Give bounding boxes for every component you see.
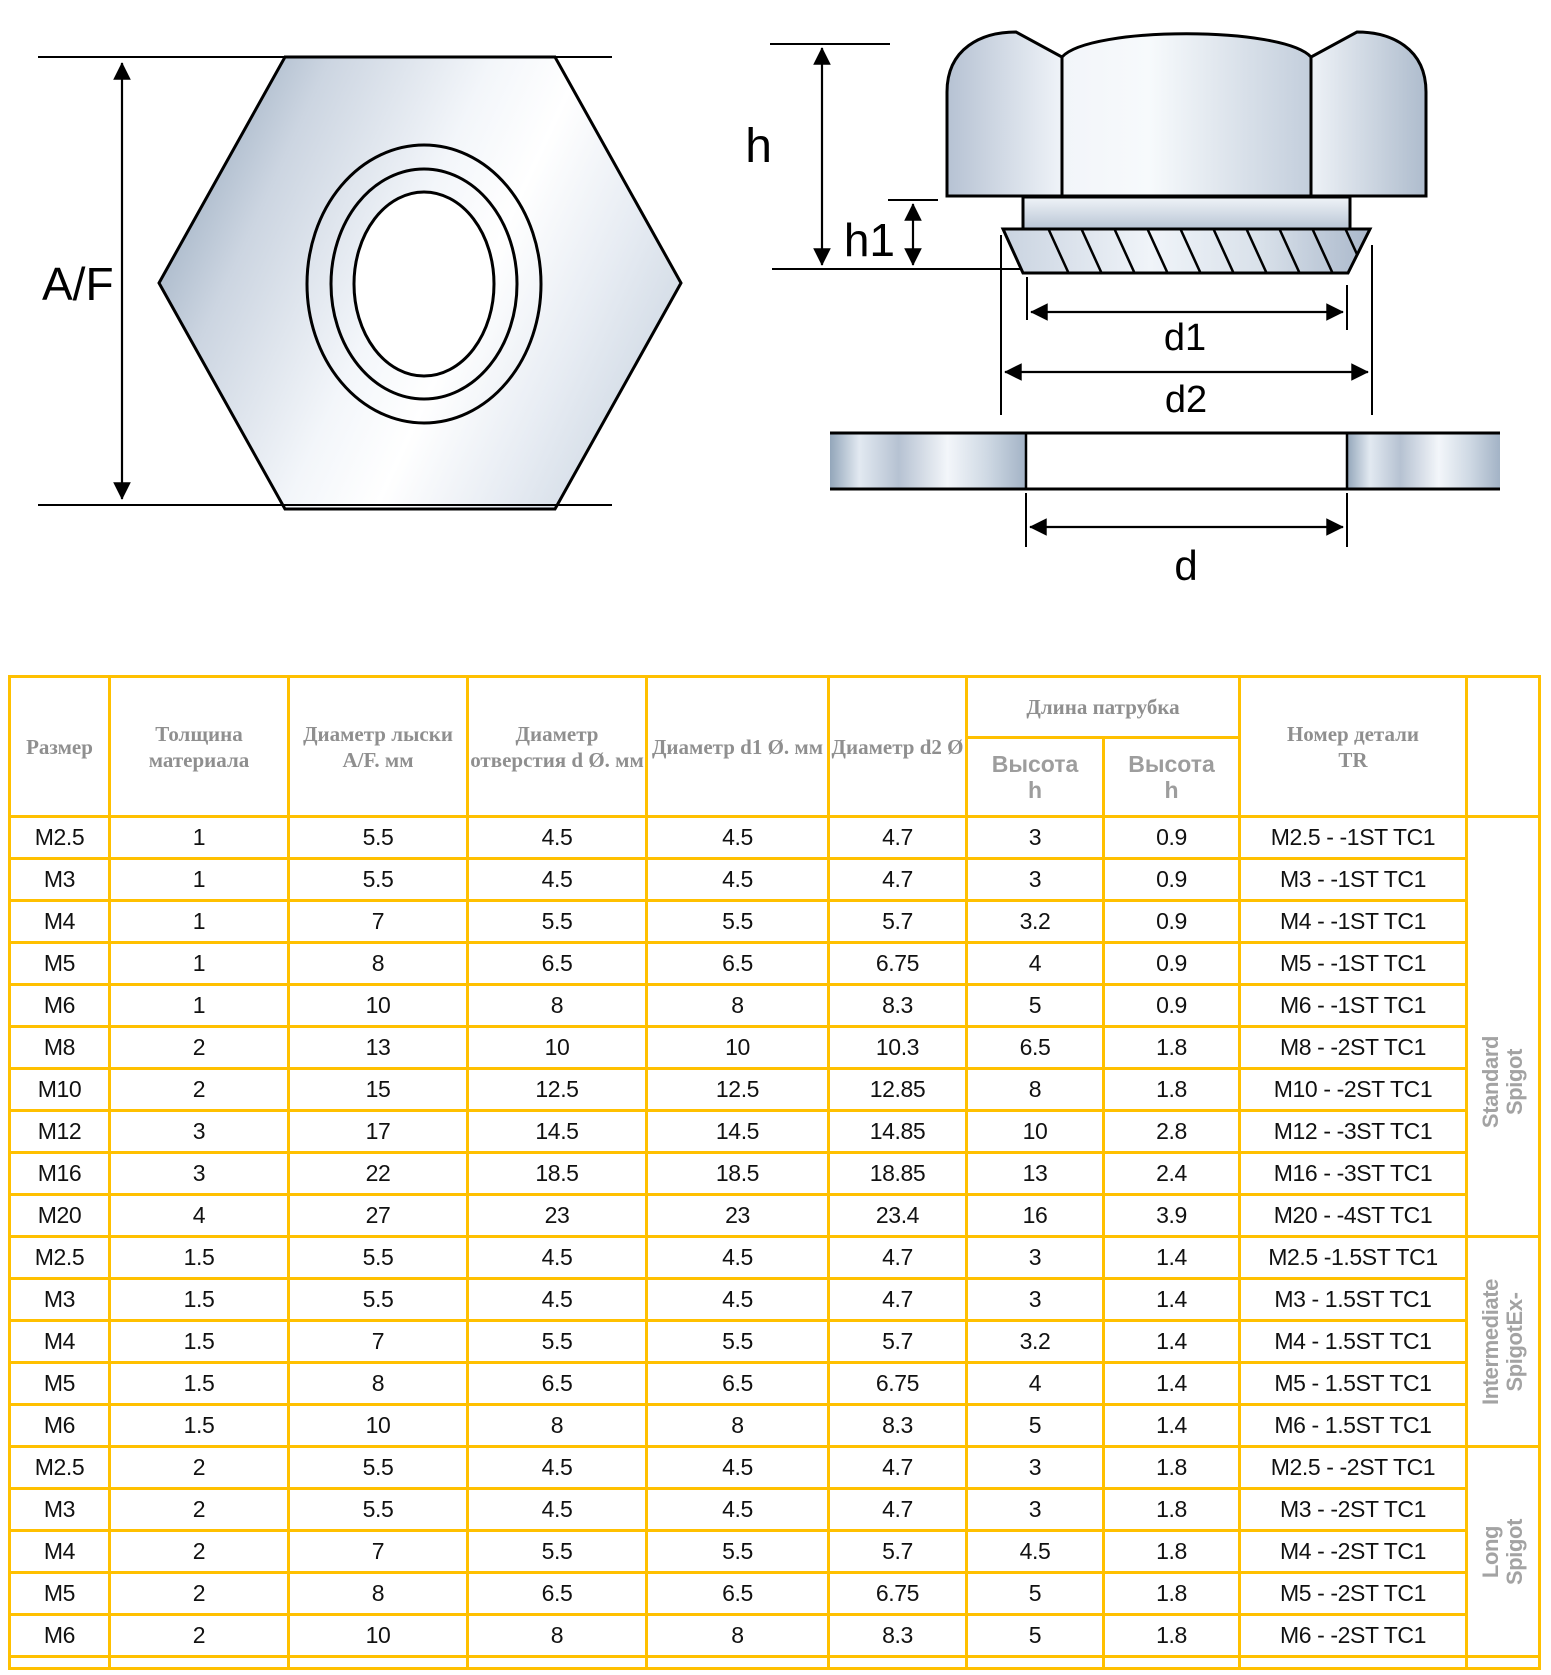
cell-size: M4 bbox=[10, 901, 110, 943]
cell-d1: 8 bbox=[647, 1405, 829, 1447]
cell-af: 5.5 bbox=[289, 859, 468, 901]
cell-d2: 5.7 bbox=[829, 1531, 967, 1573]
cell-size: M5 bbox=[10, 943, 110, 985]
cell-part: M12 - -3ST TC1 bbox=[1240, 1111, 1467, 1153]
cell-size: M6 bbox=[10, 985, 110, 1027]
header-thickness: Толщина материала bbox=[110, 677, 289, 817]
table-row bbox=[10, 1363, 1540, 1405]
cell-size: M3 bbox=[10, 859, 110, 901]
cell-d2: 4.7 bbox=[829, 1279, 967, 1321]
cell-d1: 4.5 bbox=[647, 1279, 829, 1321]
cell-h: 5 bbox=[967, 1615, 1104, 1657]
table-row bbox=[10, 1279, 1540, 1321]
cell-part: M5 - -1ST TC1 bbox=[1240, 943, 1467, 985]
cell-af: 17 bbox=[289, 1111, 468, 1153]
cell-af: 10 bbox=[289, 1615, 468, 1657]
spigot-collar bbox=[1023, 197, 1350, 229]
section-label-text: Long Spigot bbox=[1478, 1518, 1527, 1585]
cell-d1: 10 bbox=[647, 1027, 829, 1069]
cell-thickness: 2 bbox=[110, 1573, 289, 1615]
cell-h1: 1.8 bbox=[1104, 1027, 1240, 1069]
strip-cell bbox=[110, 1657, 289, 1669]
section-label-long-spigot bbox=[1467, 1447, 1540, 1657]
cell-h1: 1.4 bbox=[1104, 1363, 1240, 1405]
cell-h: 3 bbox=[967, 817, 1104, 859]
strip-cell bbox=[1240, 1657, 1467, 1669]
cell-af: 5.5 bbox=[289, 1279, 468, 1321]
cell-d1: 6.5 bbox=[647, 1573, 829, 1615]
cell-af: 15 bbox=[289, 1069, 468, 1111]
cell-d1: 8 bbox=[647, 985, 829, 1027]
cell-thickness: 1 bbox=[110, 817, 289, 859]
cell-d: 10 bbox=[468, 1027, 647, 1069]
cell-d2: 4.7 bbox=[829, 859, 967, 901]
cell-part: M2.5 - -1ST TC1 bbox=[1240, 817, 1467, 859]
strip-cell bbox=[1104, 1657, 1240, 1669]
cell-part: M3 - -1ST TC1 bbox=[1240, 859, 1467, 901]
cell-af: 8 bbox=[289, 943, 468, 985]
cell-thickness: 3 bbox=[110, 1153, 289, 1195]
cell-part: M5 - 1.5ST TC1 bbox=[1240, 1363, 1467, 1405]
d1-label: d1 bbox=[1163, 317, 1207, 359]
cell-af: 5.5 bbox=[289, 1489, 468, 1531]
cell-d2: 6.75 bbox=[829, 1363, 967, 1405]
cell-h1: 1.4 bbox=[1104, 1237, 1240, 1279]
cell-af: 7 bbox=[289, 1531, 468, 1573]
nut-facet-middle bbox=[1062, 34, 1311, 196]
cell-d: 6.5 bbox=[468, 1363, 647, 1405]
cell-part: M4 - 1.5ST TC1 bbox=[1240, 1321, 1467, 1363]
cell-size: M6 bbox=[10, 1615, 110, 1657]
cell-d: 5.5 bbox=[468, 901, 647, 943]
strip-cell bbox=[289, 1657, 468, 1669]
header-size: Размер bbox=[10, 677, 110, 817]
sheet-right-block bbox=[1347, 435, 1500, 488]
cell-h: 3 bbox=[967, 1237, 1104, 1279]
cell-d1: 8 bbox=[647, 1615, 829, 1657]
nut-facet-right bbox=[1311, 32, 1426, 196]
cell-thickness: 1.5 bbox=[110, 1363, 289, 1405]
cell-h1: 0.9 bbox=[1104, 901, 1240, 943]
cell-d: 14.5 bbox=[468, 1111, 647, 1153]
cell-d2: 8.3 bbox=[829, 1615, 967, 1657]
cell-h: 3.2 bbox=[967, 901, 1104, 943]
cell-h1: 0.9 bbox=[1104, 985, 1240, 1027]
cell-af: 10 bbox=[289, 985, 468, 1027]
cell-d: 8 bbox=[468, 985, 647, 1027]
cell-h1: 0.9 bbox=[1104, 859, 1240, 901]
table-row bbox=[10, 985, 1540, 1027]
table-row bbox=[10, 1111, 1540, 1153]
cell-d1: 4.5 bbox=[647, 1489, 829, 1531]
cell-h1: 1.8 bbox=[1104, 1615, 1240, 1657]
cell-h1: 0.9 bbox=[1104, 943, 1240, 985]
d2-label: d2 bbox=[1164, 379, 1208, 421]
cell-h1: 1.4 bbox=[1104, 1405, 1240, 1447]
table-row bbox=[10, 1321, 1540, 1363]
cell-d2: 5.7 bbox=[829, 901, 967, 943]
cell-d1: 18.5 bbox=[647, 1153, 829, 1195]
cell-thickness: 2 bbox=[110, 1069, 289, 1111]
cell-size: M2.5 bbox=[10, 1447, 110, 1489]
cell-h: 3 bbox=[967, 1279, 1104, 1321]
cell-h1: 1.8 bbox=[1104, 1573, 1240, 1615]
cell-d: 4.5 bbox=[468, 1489, 647, 1531]
cell-d2: 4.7 bbox=[829, 817, 967, 859]
cell-d1: 23 bbox=[647, 1195, 829, 1237]
cell-h: 3.2 bbox=[967, 1321, 1104, 1363]
d-label: d bbox=[1174, 542, 1198, 589]
cell-d2: 8.3 bbox=[829, 985, 967, 1027]
table-row bbox=[10, 1573, 1540, 1615]
strip-cell bbox=[829, 1657, 967, 1669]
cell-h1: 2.4 bbox=[1104, 1153, 1240, 1195]
cell-d2: 5.7 bbox=[829, 1321, 967, 1363]
cell-h1: 3.9 bbox=[1104, 1195, 1240, 1237]
spec-table-body bbox=[10, 817, 1540, 1669]
table-row bbox=[10, 901, 1540, 943]
cell-size: M2.5 bbox=[10, 817, 110, 859]
cell-d2: 12.85 bbox=[829, 1069, 967, 1111]
section-label-intermediate-spigotex- bbox=[1467, 1237, 1540, 1447]
cell-d: 5.5 bbox=[468, 1531, 647, 1573]
header-af-flat: Диаметр лыски A/F. мм bbox=[289, 677, 468, 817]
thread-hole bbox=[354, 192, 494, 376]
cell-part: M8 - -2ST TC1 bbox=[1240, 1027, 1467, 1069]
cell-h: 3 bbox=[967, 1447, 1104, 1489]
cell-af: 27 bbox=[289, 1195, 468, 1237]
strip-cell bbox=[647, 1657, 829, 1669]
table-row bbox=[10, 1153, 1540, 1195]
header-spigot-type bbox=[1467, 677, 1540, 817]
cell-thickness: 1 bbox=[110, 901, 289, 943]
cell-h: 6.5 bbox=[967, 1027, 1104, 1069]
cell-thickness: 1 bbox=[110, 859, 289, 901]
cell-d1: 4.5 bbox=[647, 1237, 829, 1279]
section-label-text: Standard Spigot bbox=[1478, 1035, 1527, 1128]
cell-h: 5 bbox=[967, 985, 1104, 1027]
cell-d2: 23.4 bbox=[829, 1195, 967, 1237]
cell-d1: 6.5 bbox=[647, 943, 829, 985]
cell-d2: 8.3 bbox=[829, 1405, 967, 1447]
table-bottom-strip bbox=[10, 1657, 1540, 1669]
cell-d2: 18.85 bbox=[829, 1153, 967, 1195]
cell-d2: 10.3 bbox=[829, 1027, 967, 1069]
cell-h1: 1.8 bbox=[1104, 1069, 1240, 1111]
cell-h1: 0.9 bbox=[1104, 817, 1240, 859]
cell-d: 6.5 bbox=[468, 943, 647, 985]
cell-d1: 4.5 bbox=[647, 859, 829, 901]
cell-part: M3 - -2ST TC1 bbox=[1240, 1489, 1467, 1531]
h1-dimension bbox=[888, 200, 938, 265]
header-part-number-line2: TR bbox=[1338, 747, 1368, 772]
cell-af: 7 bbox=[289, 1321, 468, 1363]
spec-table bbox=[8, 675, 1541, 1670]
cell-h: 5 bbox=[967, 1405, 1104, 1447]
table-row bbox=[10, 1069, 1540, 1111]
cell-size: M3 bbox=[10, 1279, 110, 1321]
h-label: h bbox=[745, 120, 772, 173]
cell-thickness: 1.5 bbox=[110, 1321, 289, 1363]
section-label-text: Intermediate SpigotEx- bbox=[1478, 1278, 1527, 1405]
table-row bbox=[10, 1237, 1540, 1279]
cell-d: 8 bbox=[468, 1405, 647, 1447]
cell-d2: 14.85 bbox=[829, 1111, 967, 1153]
technical-drawing bbox=[0, 0, 1551, 650]
strip-cell bbox=[967, 1657, 1104, 1669]
cell-part: M4 - -1ST TC1 bbox=[1240, 901, 1467, 943]
cell-h1: 1.8 bbox=[1104, 1489, 1240, 1531]
strip-cell bbox=[10, 1657, 110, 1669]
cell-size: M6 bbox=[10, 1405, 110, 1447]
cell-part: M3 - 1.5ST TC1 bbox=[1240, 1279, 1467, 1321]
cell-size: M10 bbox=[10, 1069, 110, 1111]
cell-thickness: 2 bbox=[110, 1489, 289, 1531]
cell-d: 12.5 bbox=[468, 1069, 647, 1111]
cell-d1: 6.5 bbox=[647, 1363, 829, 1405]
nut-facet-left bbox=[947, 32, 1062, 196]
table-row bbox=[10, 1489, 1540, 1531]
cell-d: 4.5 bbox=[468, 1447, 647, 1489]
cell-d: 6.5 bbox=[468, 1573, 647, 1615]
cell-d: 4.5 bbox=[468, 1279, 647, 1321]
header-hole-diameter: Диаметр отверстия d Ø. мм bbox=[468, 677, 647, 817]
cell-h1: 2.8 bbox=[1104, 1111, 1240, 1153]
cell-thickness: 2 bbox=[110, 1615, 289, 1657]
header-height-h-2: Высота h bbox=[1104, 738, 1240, 817]
cell-h1: 1.4 bbox=[1104, 1279, 1240, 1321]
cell-size: M20 bbox=[10, 1195, 110, 1237]
cell-h: 16 bbox=[967, 1195, 1104, 1237]
cell-h1: 1.8 bbox=[1104, 1447, 1240, 1489]
cell-thickness: 1.5 bbox=[110, 1237, 289, 1279]
cell-size: M8 bbox=[10, 1027, 110, 1069]
header-part-number-line1: Номер детали bbox=[1286, 721, 1420, 746]
cell-thickness: 4 bbox=[110, 1195, 289, 1237]
cell-d1: 5.5 bbox=[647, 901, 829, 943]
cell-h: 10 bbox=[967, 1111, 1104, 1153]
cell-size: M5 bbox=[10, 1363, 110, 1405]
cell-d: 23 bbox=[468, 1195, 647, 1237]
table-row bbox=[10, 1027, 1540, 1069]
table-row bbox=[10, 1447, 1540, 1489]
cell-thickness: 1 bbox=[110, 943, 289, 985]
af-label: A/F bbox=[42, 258, 114, 310]
cell-h: 3 bbox=[967, 1489, 1104, 1531]
cell-part: M16 - -3ST TC1 bbox=[1240, 1153, 1467, 1195]
cell-part: M2.5 - -2ST TC1 bbox=[1240, 1447, 1467, 1489]
cell-h: 13 bbox=[967, 1153, 1104, 1195]
cell-thickness: 1.5 bbox=[110, 1279, 289, 1321]
cell-thickness: 2 bbox=[110, 1027, 289, 1069]
table-row bbox=[10, 943, 1540, 985]
cell-size: M5 bbox=[10, 1573, 110, 1615]
cell-d1: 5.5 bbox=[647, 1531, 829, 1573]
cell-af: 5.5 bbox=[289, 1447, 468, 1489]
cell-h: 3 bbox=[967, 859, 1104, 901]
table-row bbox=[10, 1531, 1540, 1573]
cell-thickness: 2 bbox=[110, 1531, 289, 1573]
cell-h: 5 bbox=[967, 1573, 1104, 1615]
cell-d: 18.5 bbox=[468, 1153, 647, 1195]
cell-part: M4 - -2ST TC1 bbox=[1240, 1531, 1467, 1573]
cell-d: 4.5 bbox=[468, 1237, 647, 1279]
cell-h: 4.5 bbox=[967, 1531, 1104, 1573]
strip-cell bbox=[1467, 1657, 1540, 1669]
cell-h: 4 bbox=[967, 943, 1104, 985]
cell-part: M5 - -2ST TC1 bbox=[1240, 1573, 1467, 1615]
table-row bbox=[10, 859, 1540, 901]
table-row bbox=[10, 1615, 1540, 1657]
table-row bbox=[10, 817, 1540, 859]
table-row bbox=[10, 1405, 1540, 1447]
cell-thickness: 1.5 bbox=[110, 1405, 289, 1447]
front-view bbox=[38, 57, 681, 509]
cell-size: M3 bbox=[10, 1489, 110, 1531]
header-height-h-1: Высота h bbox=[967, 738, 1104, 817]
cell-size: M12 bbox=[10, 1111, 110, 1153]
cell-d2: 4.7 bbox=[829, 1489, 967, 1531]
cell-h: 4 bbox=[967, 1363, 1104, 1405]
h1-label: h1 bbox=[843, 214, 895, 266]
cell-part: M6 - -2ST TC1 bbox=[1240, 1615, 1467, 1657]
cell-d: 4.5 bbox=[468, 859, 647, 901]
table-row bbox=[10, 1195, 1540, 1237]
cell-part: M10 - -2ST TC1 bbox=[1240, 1069, 1467, 1111]
cell-d1: 5.5 bbox=[647, 1321, 829, 1363]
cell-d1: 4.5 bbox=[647, 1447, 829, 1489]
cell-h1: 1.4 bbox=[1104, 1321, 1240, 1363]
cell-part: M6 - -1ST TC1 bbox=[1240, 985, 1467, 1027]
cell-d: 4.5 bbox=[468, 817, 647, 859]
sheet-left-block bbox=[830, 435, 1026, 488]
cell-d: 8 bbox=[468, 1615, 647, 1657]
side-view bbox=[745, 32, 1500, 589]
cell-thickness: 1 bbox=[110, 985, 289, 1027]
cell-af: 10 bbox=[289, 1405, 468, 1447]
cell-part: M6 - 1.5ST TC1 bbox=[1240, 1405, 1467, 1447]
cell-d: 5.5 bbox=[468, 1321, 647, 1363]
cell-af: 5.5 bbox=[289, 1237, 468, 1279]
cell-h: 8 bbox=[967, 1069, 1104, 1111]
header-spigot-length: Длина патрубка bbox=[967, 677, 1240, 738]
cell-af: 5.5 bbox=[289, 817, 468, 859]
cell-af: 7 bbox=[289, 901, 468, 943]
cell-d2: 6.75 bbox=[829, 1573, 967, 1615]
cell-d1: 14.5 bbox=[647, 1111, 829, 1153]
cell-size: M4 bbox=[10, 1531, 110, 1573]
strip-cell bbox=[468, 1657, 647, 1669]
cell-af: 22 bbox=[289, 1153, 468, 1195]
cell-part: M2.5 -1.5ST TC1 bbox=[1240, 1237, 1467, 1279]
cell-d1: 4.5 bbox=[647, 817, 829, 859]
cell-size: M4 bbox=[10, 1321, 110, 1363]
cell-af: 8 bbox=[289, 1573, 468, 1615]
header-d1: Диаметр d1 Ø. мм bbox=[647, 677, 829, 817]
cell-d2: 6.75 bbox=[829, 943, 967, 985]
cell-d2: 4.7 bbox=[829, 1447, 967, 1489]
cell-af: 13 bbox=[289, 1027, 468, 1069]
cell-af: 8 bbox=[289, 1363, 468, 1405]
header-part-number bbox=[1240, 677, 1467, 817]
cell-size: M2.5 bbox=[10, 1237, 110, 1279]
cell-thickness: 2 bbox=[110, 1447, 289, 1489]
cell-size: M16 bbox=[10, 1153, 110, 1195]
cell-d1: 12.5 bbox=[647, 1069, 829, 1111]
cell-d2: 4.7 bbox=[829, 1237, 967, 1279]
cell-h1: 1.8 bbox=[1104, 1531, 1240, 1573]
sheet-cross-section bbox=[830, 433, 1500, 489]
cell-thickness: 3 bbox=[110, 1111, 289, 1153]
cell-part: M20 - -4ST TC1 bbox=[1240, 1195, 1467, 1237]
d-dimension bbox=[1026, 493, 1347, 547]
header-d2: Диаметр d2 Ø bbox=[829, 677, 967, 817]
section-label-standard-spigot bbox=[1467, 817, 1540, 1237]
